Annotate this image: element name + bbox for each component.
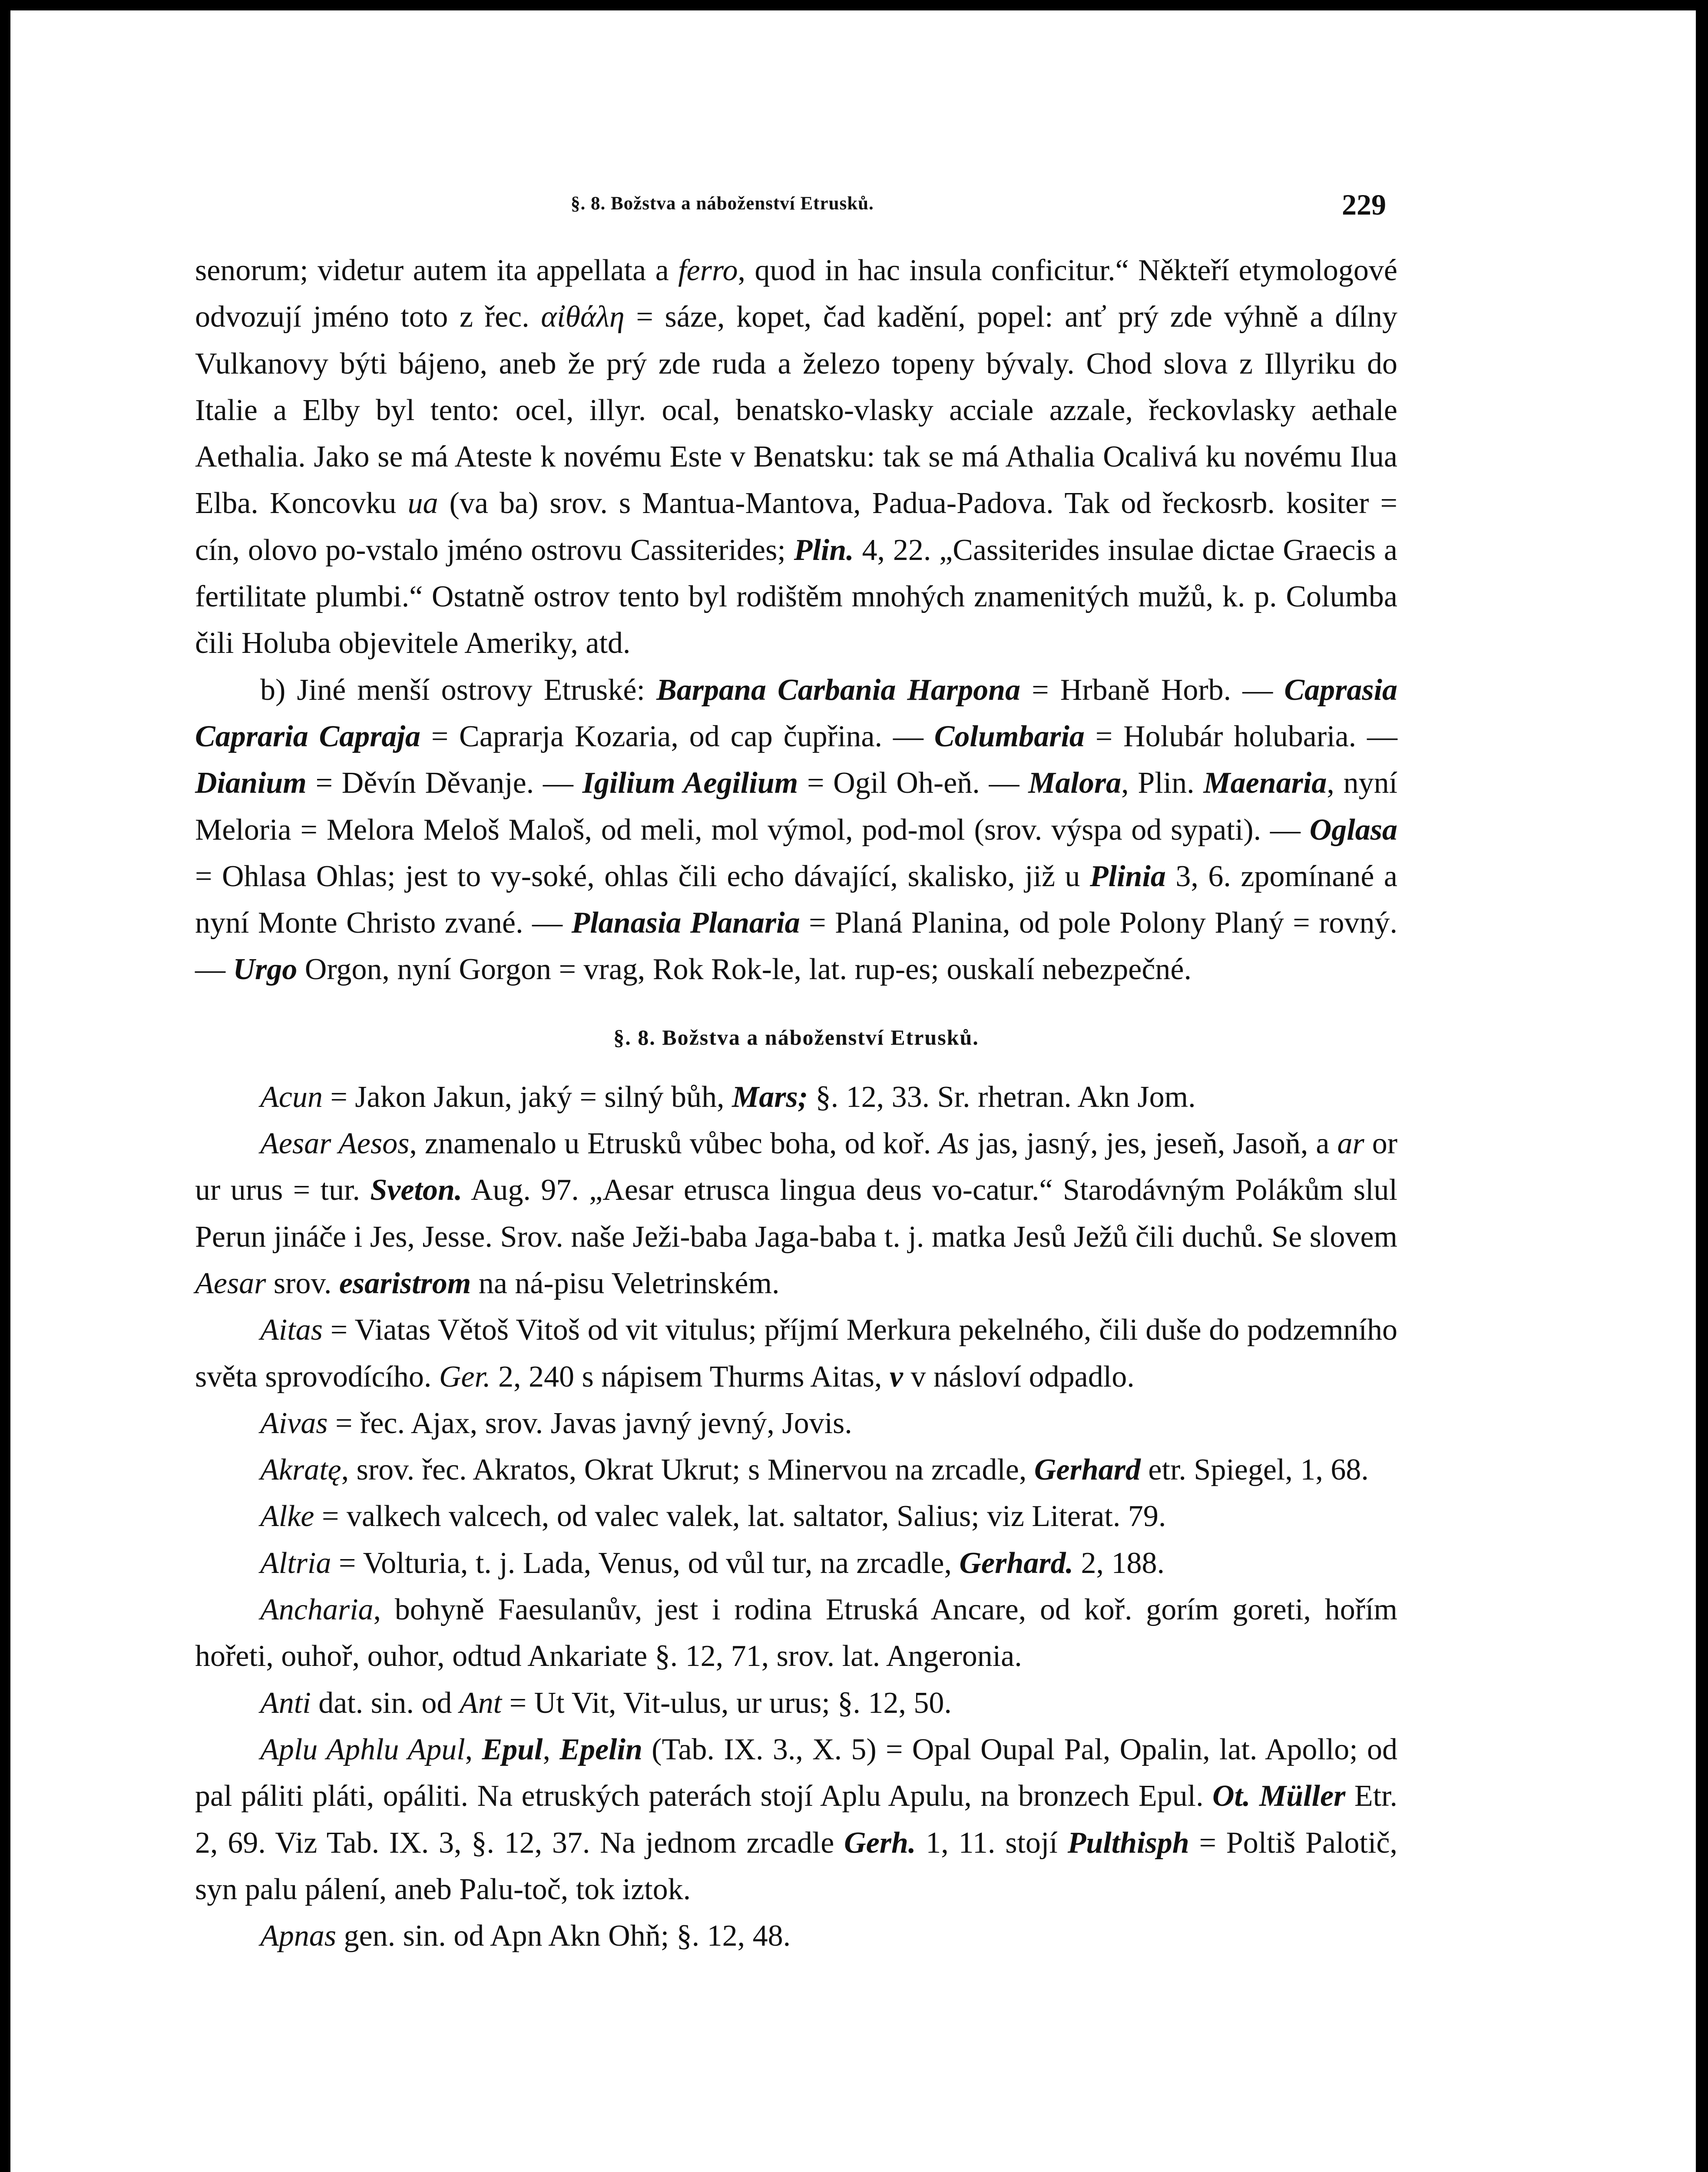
dictionary-entry: Altria = Volturia, t. j. Lada, Venus, od vůl tur, na zrcadle, Gerhard. 2, 188.: [260, 1546, 1165, 1580]
dictionary-entry: Aivas = řec. Ajax, srov. Javas javný jevný, Jovis.: [260, 1406, 852, 1440]
scan-corner-mark: [0, 0, 10, 10]
dictionary-entry: Aitas = Viatas Větoš Vitoš od vit vitulus; příjmí Merkura pekelného, čili duše do podzemního světa sprovodícího. Ger. 2, 240 s nápisem Thurms Aitas, v v násloví odpadlo.: [195, 1313, 1397, 1394]
scan-corner-mark: [1698, 0, 1708, 10]
paragraph: senorum; videtur autem ita appellata a ferro, quod in hac insula conficitur.“ Někteří etymologové odvozují jméno toto z řec. αἰθάλη = sáze, kopet, čad kadění, popel: anť prý zde výhně a dílny Vulkanovy býti bájeno, aneb že prý zde ruda a železo topeny bývaly. Chod slova z Illyriku do Italie a Elby byl tento: ocel, illyr. ocal, benatsko-vlasky acciale azzale, řeckovlasky aethale Aethalia. Jako se má Ateste k novému Este v Benatsku: tak se má Athalia Ocalivá ku novému Ilua Elba. Koncovku ua (va ba) srov. s Mantua-Mantova, Padua-Padova. Tak od řeckosrb. kositer = cín, olovo po-vstalo jméno ostrovu Cassiterides; Plin. 4, 22. „Cassiterides insulae dictae Graecis a fertilitate plumbi.“ Ostatně ostrov tento byl rodištěm mnohých znamenitých mužů, k. p. Columba čili Holuba objevitele Ameriky, atd.: [195, 254, 1397, 660]
page-number: 229: [1342, 188, 1386, 221]
book-page: [10, 10, 1696, 2172]
paragraph: b) Jiné menší ostrovy Etruské: Barpana Carbania Harpona = Hrbaně Horb. — Caprasia Capraria Capraja = Caprarja Kozaria, od cap čupřina. — Columbaria = Holubár holubaria. — Dianium = Děvín Děvanje. — Igilium Aegilium = Ogil Oh-eň. — Malora, Plin. Maenaria, nyní Meloria = Melora Meloš Maloš, od meli, mol výmol, pod-mol (srov. výspa od sypati). — Oglasa = Ohlasa Ohlas; jest to vy-soké, ohlas čili echo dávající, skalisko, již u Plinia 3, 6. zpomínané a nyní Monte Christo zvané. — Planasia Planaria = Planá Planina, od pole Polony Planý = rovný. — Urgo Orgon, nyní Gorgon = vrag, Rok Rok-le, lat. rup-es; ouskalí nebezpečné.: [195, 673, 1398, 987]
dictionary-entry: Akratę, srov. řec. Akratos, Okrat Ukrut; s Minervou na zrcadle, Gerhard etr. Spiegel, 1, 68.: [260, 1453, 1369, 1487]
section-heading: §. 8. Božstva a náboženství Etrusků.: [613, 1025, 979, 1050]
body-text: [195, 247, 1397, 1959]
dictionary-entry: Aesar Aesos, znamenalo u Etrusků vůbec boha, od koř. As jas, jasný, jes, jeseň, Jasoň, a ar or ur urus = tur. Sveton. Aug. 97. „Aesar etrusca lingua deus vo-catur.“ Starodávným Polákům slul Perun jináče i Jes, Jesse. Srov. naše Ježi-baba Jaga-baba t. j. matka Jesů Ježů čili duchů. Se slovem Aesar srov. esaristrom na ná-pisu Veletrinském.: [195, 1127, 1398, 1300]
dictionary-entry: Alke = valkech valcech, od valec valek, lat. saltator, Salius; viz Literat. 79.: [260, 1500, 1166, 1533]
dictionary-entry: Apnas gen. sin. od Apn Akn Ohň; §. 12, 48.: [260, 1919, 791, 1953]
dictionary-entry: Anti dat. sin. od Ant = Ut Vit, Vit-ulus, ur urus; §. 12, 50.: [260, 1686, 952, 1720]
running-head: §. 8. Božstva a náboženství Etrusků.: [571, 193, 874, 214]
dictionary-entry: Acun = Jakon Jakun, jaký = silný bůh, Mars; §. 12, 33. Sr. rhetran. Akn Jom.: [260, 1080, 1196, 1114]
dictionary-entry: Aplu Aphlu Apul, Epul, Epelin (Tab. IX. 3., X. 5) = Opal Oupal Pal, Opalin, lat. Apollo; od pal páliti pláti, opáliti. Na etruských paterách stojí Aplu Apulu, na bronzech Epul. Ot. Müller Etr. 2, 69. Viz Tab. IX. 3, §. 12, 37. Na jednom zrcadle Gerh. 1, 11. stojí Pulthisph = Poltiš Palotič, syn palu pálení, aneb Palu-toč, tok iztok.: [195, 1732, 1398, 1906]
dictionary-entry: Ancharia, bohyně Faesulanův, jest i rodina Etruská Ancare, od koř. gorím goreti, hořím hořeti, ouhoř, ouhor, odtud Ankariate §. 12, 71, srov. lat. Angeronia.: [195, 1593, 1397, 1673]
